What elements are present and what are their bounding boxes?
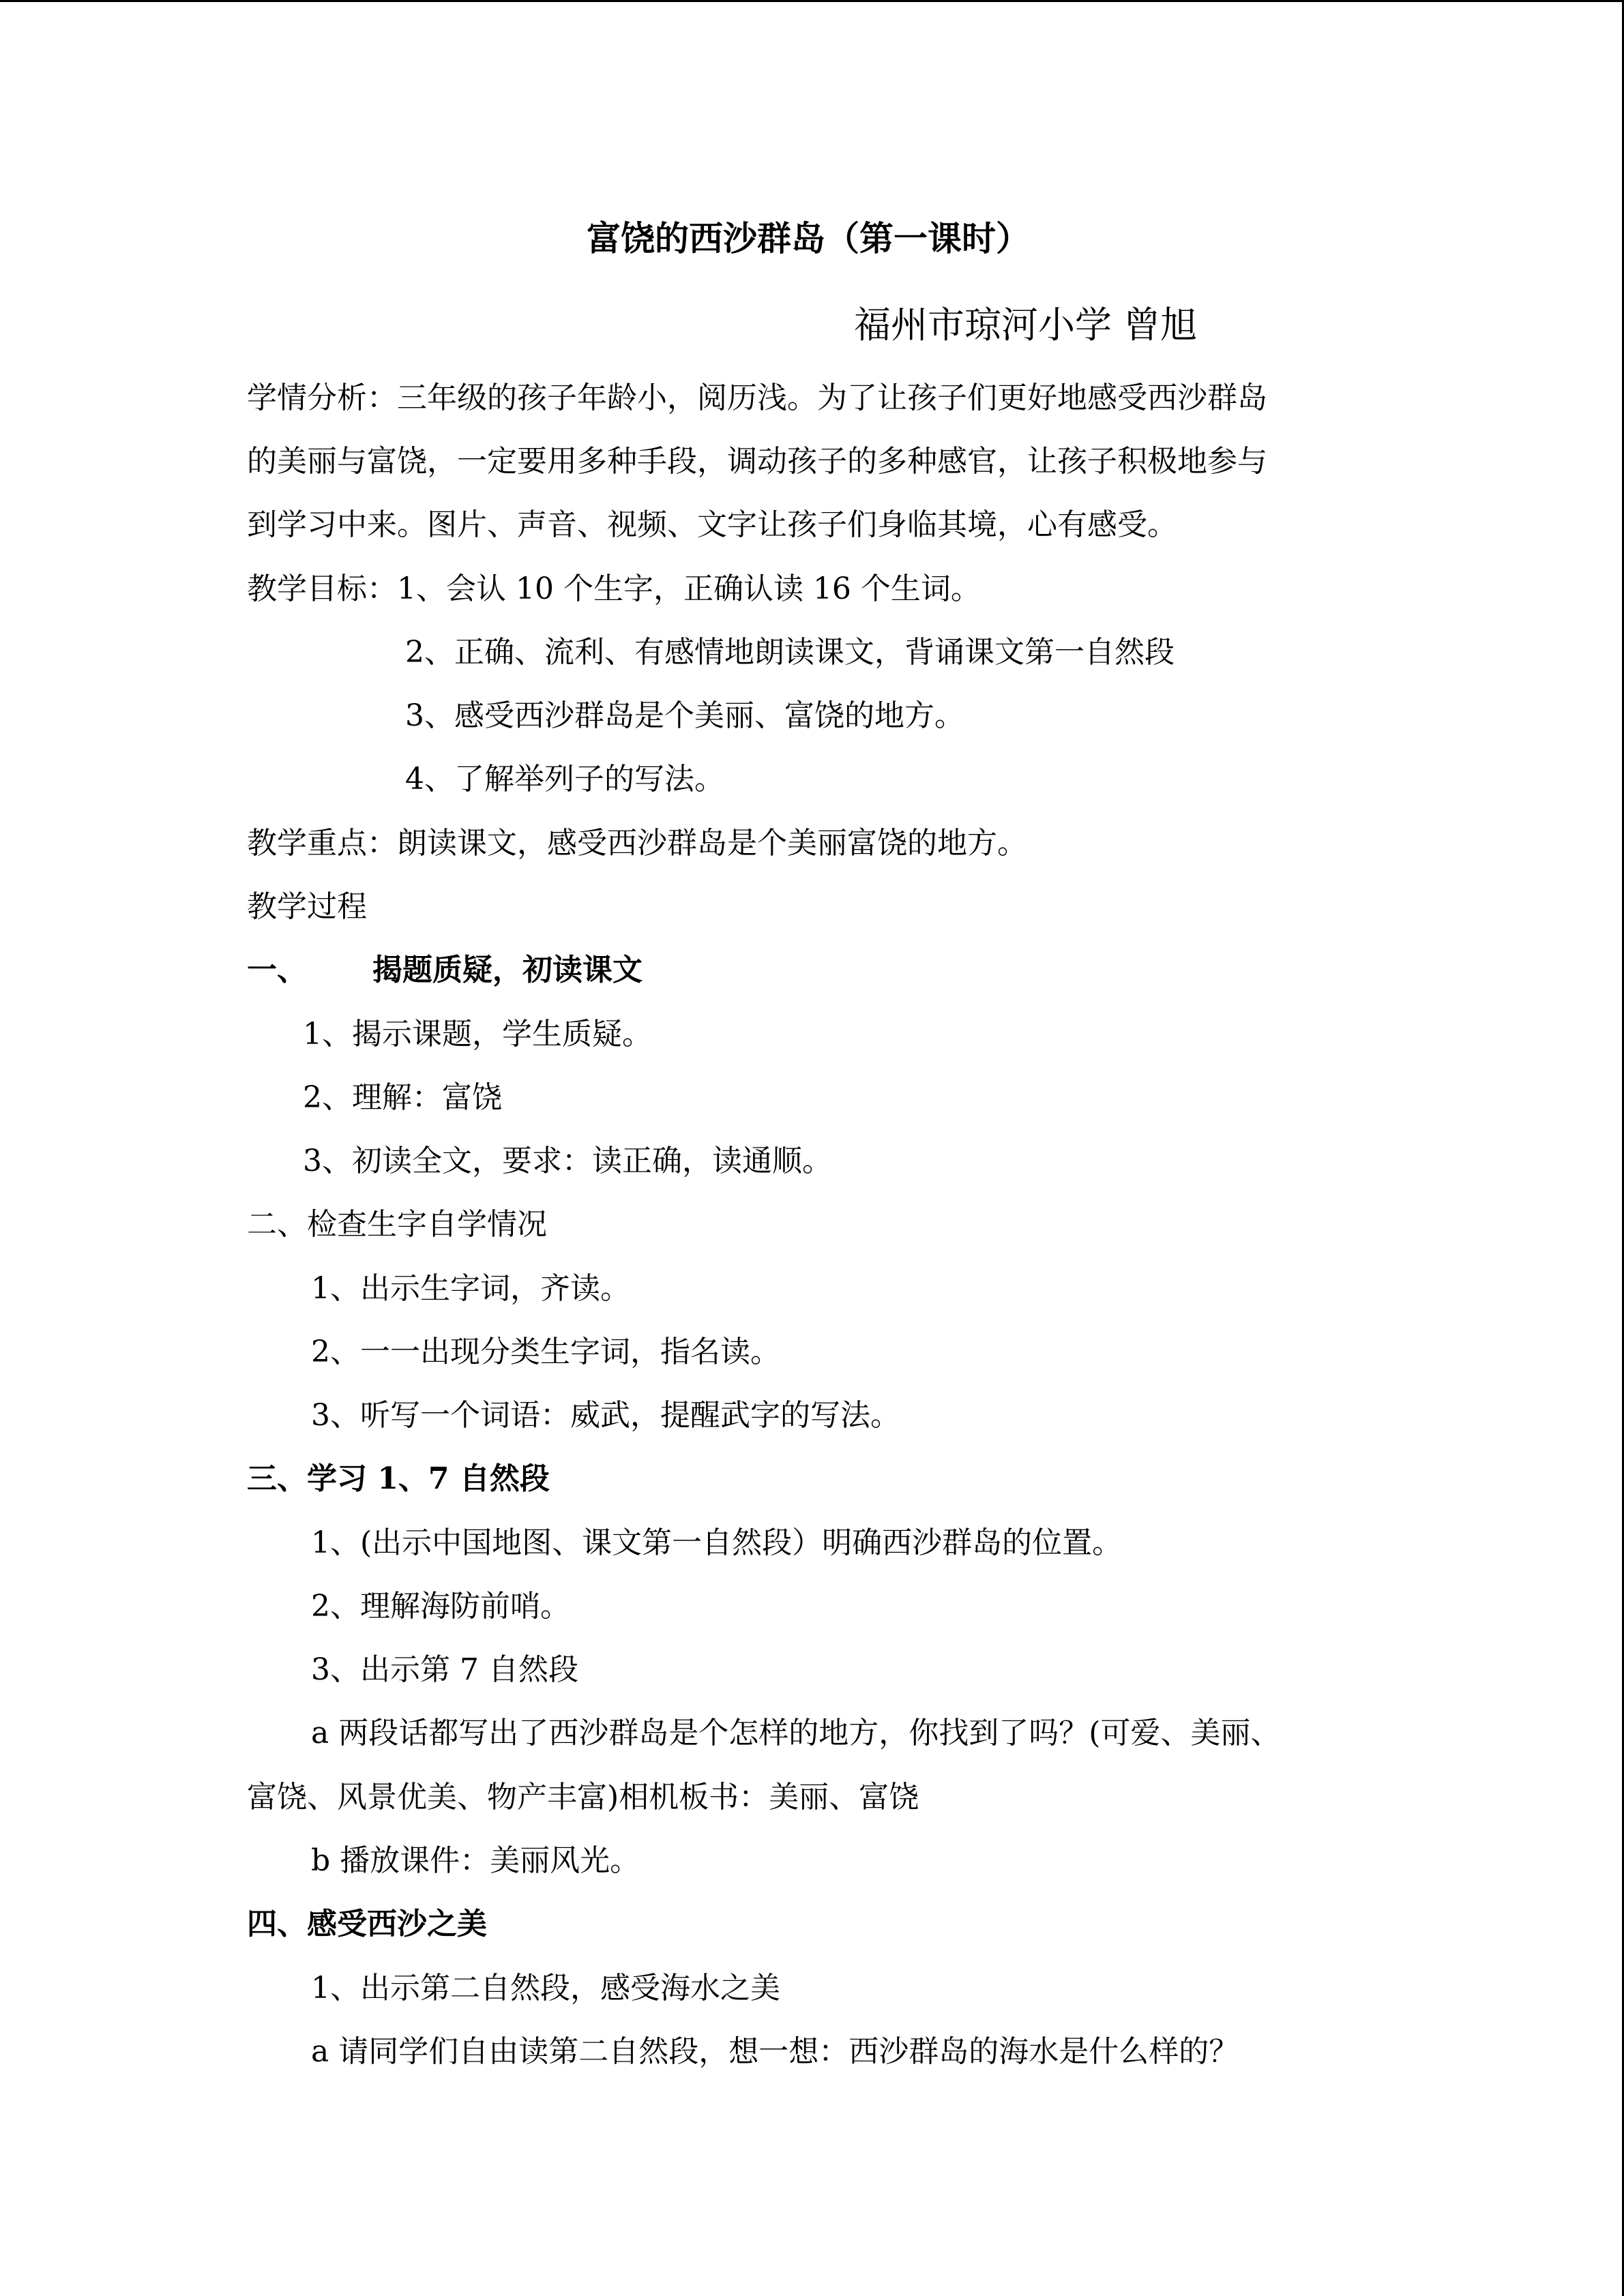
section-3-heading: 三、学习 1、7 自然段 [247, 1461, 550, 1496]
section-2-item-2: 2、一一出现分类生字词，指名读。 [311, 1335, 780, 1369]
key-point: 教学重点：朗读课文，感受西沙群岛是个美丽富饶的地方。 [247, 826, 1027, 861]
section-1-item-2: 2、理解：富饶 [303, 1080, 502, 1115]
section-1-heading [247, 950, 643, 991]
goal-item-4: 4、了解举列子的写法。 [405, 762, 724, 796]
goal-item-2: 2、正确、流利、有感情地朗读课文，背诵课文第一自然段 [405, 635, 1175, 670]
section-3-para-a-line-2: 富饶、风景优美、物产丰富)相机板书：美丽、富饶 [247, 1780, 919, 1815]
section-3-item-2: 2、理解海防前哨。 [311, 1589, 570, 1624]
section-2-item-1: 1、出示生字词，齐读。 [311, 1271, 630, 1306]
section-1-item-3: 3、初读全文，要求：读正确，读通顺。 [303, 1144, 832, 1178]
analysis-line-3: 到学习中来。图片、声音、视频、文字让孩子们身临其境，心有感受。 [247, 507, 1177, 542]
section-1-number: 一、 [247, 953, 307, 987]
section-4-para-a: a 请同学们自由读第二自然段，想一想：西沙群岛的海水是什么样的？ [311, 2034, 1239, 2069]
section-4-heading: 四、感受西沙之美 [247, 1907, 487, 1941]
section-3-para-a-line-1: a 两段话都写出了西沙群岛是个怎样的地方，你找到了吗？(可爱、美丽、 [311, 1716, 1281, 1750]
analysis-line-2: 的美丽与富饶，一定要用多种手段，调动孩子的多种感官，让孩子积极地参与 [247, 444, 1267, 479]
document-author: 福州市琼河小学 曾旭 [854, 303, 1198, 346]
document-title: 富饶的西沙群岛（第一课时） [587, 218, 1030, 258]
page-border-top [0, 0, 1624, 2]
section-2-heading: 二、检查生字自学情况 [247, 1207, 547, 1242]
section-1-item-1: 1、揭示课题，学生质疑。 [303, 1017, 652, 1052]
process-heading: 教学过程 [247, 889, 367, 924]
section-4-item-1: 1、出示第二自然段，感受海水之美 [311, 1971, 780, 2006]
section-2-item-3: 3、听写一个词语：威武，提醒武字的写法。 [311, 1398, 900, 1433]
section-3-para-b: b 播放课件：美丽风光。 [311, 1843, 640, 1878]
goal-item-3: 3、感受西沙群岛是个美丽、富饶的地方。 [405, 698, 964, 733]
section-3-item-3: 3、出示第 7 自然段 [311, 1652, 578, 1687]
analysis-line-1: 学情分析：三年级的孩子年龄小，阅历浅。为了让孩子们更好地感受西沙群岛 [247, 381, 1267, 415]
section-1-title: 揭题质疑，初读课文 [372, 953, 643, 987]
section-3-item-1: 1、(出示中国地图、课文第一自然段）明确西沙群岛的位置。 [311, 1525, 1123, 1560]
goals-label: 教学目标：1、会认 10 个生字，正确认读 16 个生词。 [247, 571, 981, 606]
